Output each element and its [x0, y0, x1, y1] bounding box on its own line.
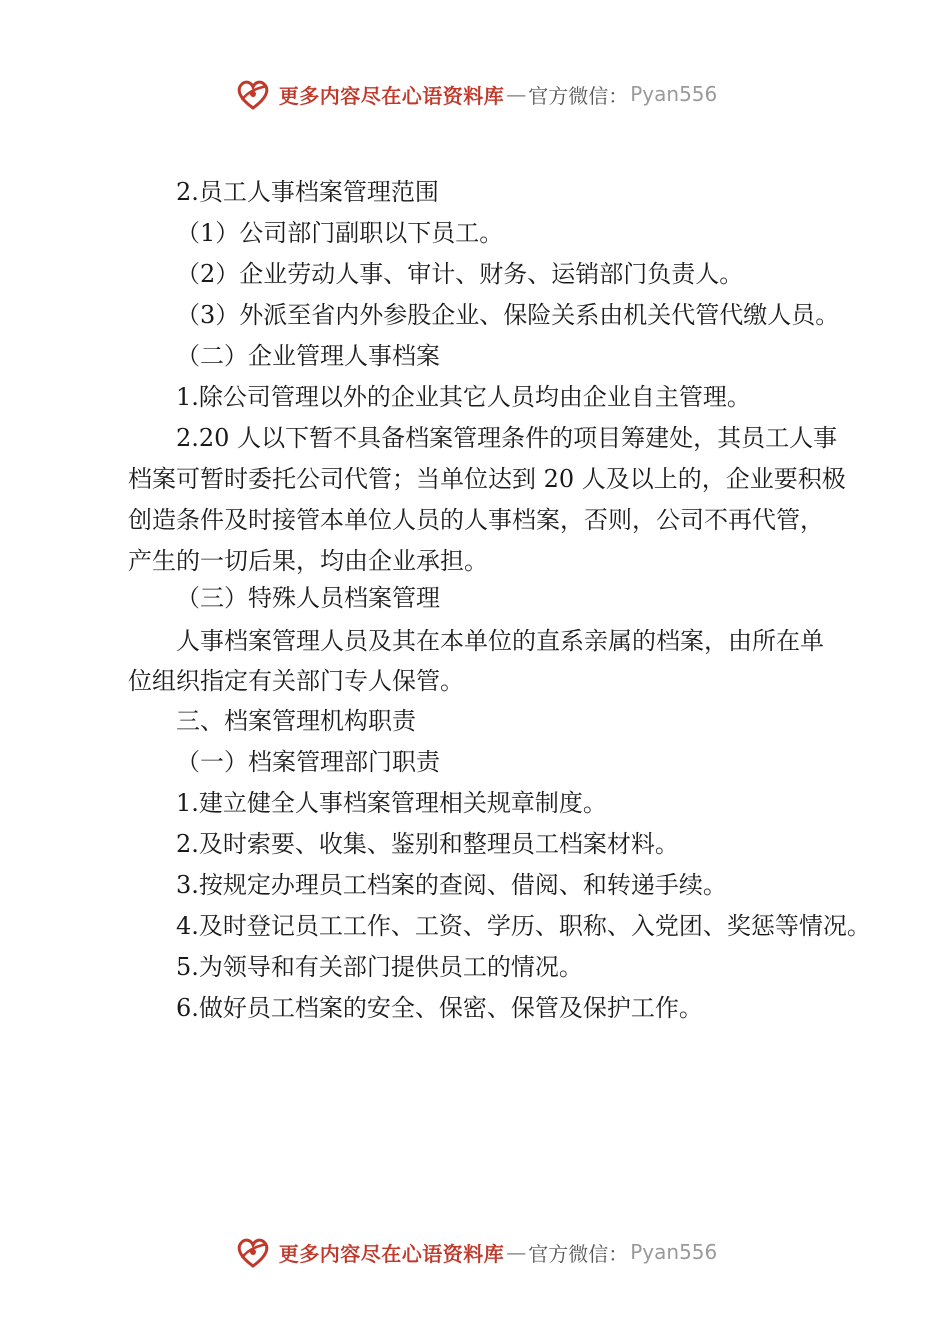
list-item: 6.做好员工档案的安全、保密、保管及保护工作。 [176, 994, 703, 1022]
section-heading: （二）企业管理人事档案 [176, 342, 440, 370]
header-wechat-id: Pyan556 [630, 82, 718, 106]
paragraph-line: 位组织指定有关部门专人保管。 [128, 667, 464, 695]
header-brand: 更多内容尽在心语资料库 [278, 83, 505, 108]
section-heading: （一）档案管理部门职责 [176, 748, 440, 776]
section-heading: （三）特殊人员档案管理 [176, 584, 440, 612]
list-item: 1.建立健全人事档案管理相关规章制度。 [176, 789, 607, 817]
list-item: 3.按规定办理员工档案的查阅、借阅、和转递手续。 [176, 871, 727, 899]
paragraph-line: 人事档案管理人员及其在本单位的直系亲属的档案，由所在单 [176, 627, 824, 655]
list-item: 1.除公司管理以外的企业其它人员均由企业自主管理。 [176, 383, 751, 411]
paragraph-line: 2.20 人以下暂不具备档案管理条件的项目筹建处，其员工人事 [176, 424, 838, 452]
footer-wechat-id: Pyan556 [630, 1240, 718, 1264]
list-item: 4.及时登记员工工作、工资、学历、职称、入党团、奖惩等情况。 [176, 912, 871, 940]
list-item: 2.及时索要、收集、鉴别和整理员工档案材料。 [176, 830, 679, 858]
paragraph-line: 创造条件及时接管本单位人员的人事档案，否则，公司不再代管， [128, 506, 824, 534]
section-heading: 2.员工人事档案管理范围 [176, 178, 439, 206]
paragraph-line: 产生的一切后果，均由企业承担。 [128, 547, 488, 575]
header-banner [0, 70, 950, 118]
footer-wechat-label: 官方微信： [528, 1241, 629, 1266]
list-item: （1）公司部门副职以下员工。 [176, 219, 504, 247]
header-separator: — [506, 82, 527, 106]
paragraph-line: 档案可暂时委托公司代管；当单位达到 20 人及以上的，企业要积极 [128, 465, 846, 493]
footer-brand: 更多内容尽在心语资料库 [278, 1241, 505, 1266]
list-item: （2）企业劳动人事、审计、财务、运销部门负责人。 [176, 260, 744, 288]
footer-banner [0, 1228, 950, 1276]
heart-logo-icon [233, 1232, 273, 1272]
header-wechat-label: 官方微信： [528, 83, 629, 108]
list-item: 5.为领导和有关部门提供员工的情况。 [176, 953, 583, 981]
section-heading: 三、档案管理机构职责 [176, 707, 416, 735]
footer-separator: — [506, 1240, 527, 1264]
heart-logo-icon [233, 74, 273, 114]
list-item: （3）外派至省内外参股企业、保险关系由机关代管代缴人员。 [176, 301, 840, 329]
